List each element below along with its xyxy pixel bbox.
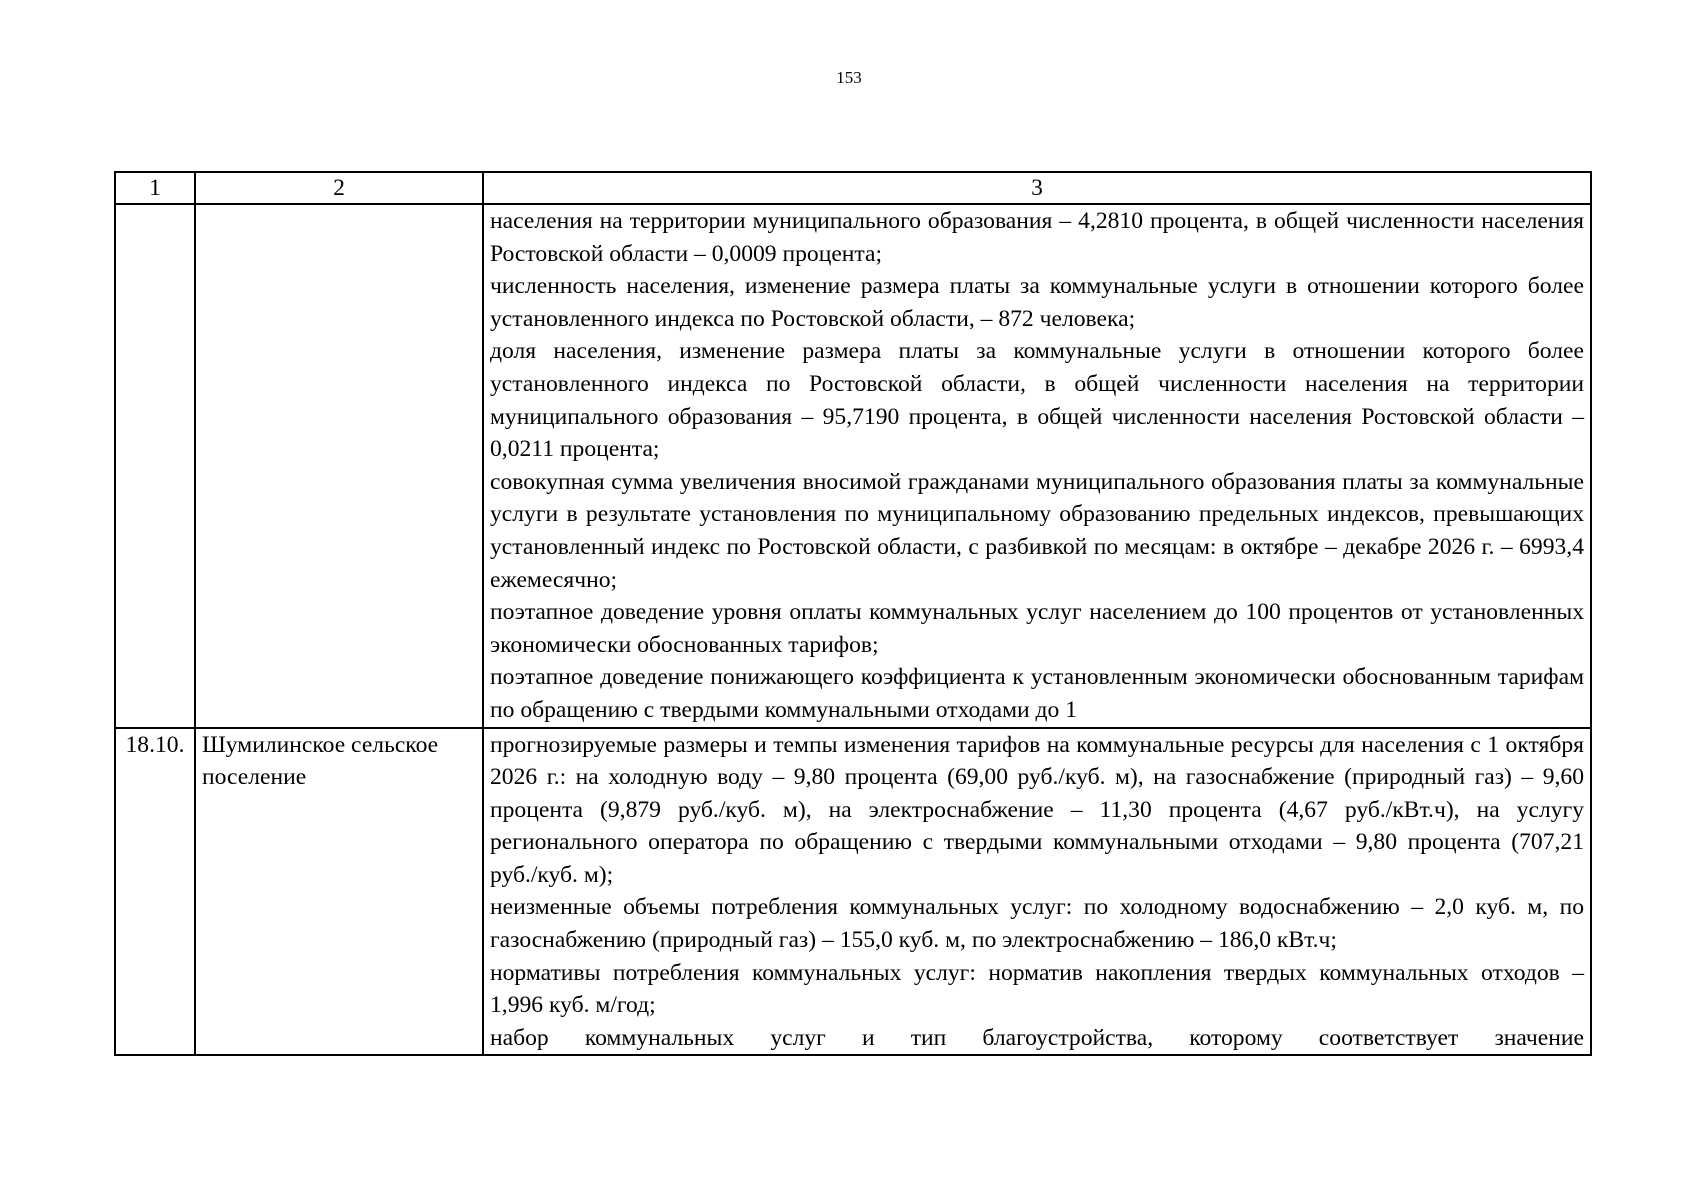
- description-paragraph: нормативы потребления коммунальных услуг: норматив накопления твердых коммунальных отходов – 1,996 куб. м/год;: [490, 959, 1584, 1019]
- table-header-row: [115, 172, 1591, 204]
- column-header-description: 3: [483, 172, 1591, 204]
- municipality-name: Шумилинское сельское поселение: [195, 728, 483, 1056]
- row-description: [483, 728, 1591, 1056]
- table-row: [115, 204, 1591, 728]
- document-table: [114, 171, 1592, 1056]
- column-header-name: 2: [195, 172, 483, 204]
- municipality-name: [195, 204, 483, 728]
- row-description: [483, 204, 1591, 728]
- table-row: [115, 728, 1591, 1056]
- description-paragraph: доля населения, изменение размера платы за коммунальные услуги в отношении которого более установленного индекса по Ростовской области, в общей численности населения на территории муниципального образования – 95,7190 процента, в общей численности населения Ростовской области – 0,0211 процента;: [490, 338, 1584, 463]
- description-paragraph: населения на территории муниципального образования – 4,2810 процента, в общей численности населения Ростовской области – 0,0009 процента;: [490, 208, 1584, 267]
- description-paragraph: поэтапное доведение уровня оплаты коммунальных услуг населением до 100 процентов от установленных экономически обоснованных тарифов;: [490, 599, 1584, 658]
- description-paragraph: прогнозируемые размеры и темпы изменения тарифов на коммунальные ресурсы для населения с 1 октября 2026 г.: на холодную воду – 9,80 процента (69,00 руб./куб. м), на газоснабжение (природный газ) – 9,60 процента (9,879 руб./куб. м), на электроснабжение – 11,30 процента (4,67 руб./кВт.ч), на услугу регионального оператора по обращению с твердыми коммунальными отходами – 9,80 процента (707,21 руб./куб. м);: [490, 731, 1584, 888]
- column-header-number: 1: [115, 172, 195, 204]
- row-number: 18.10.: [115, 728, 195, 1056]
- page-number: 153: [836, 68, 862, 87]
- description-paragraph: неизменные объемы потребления коммунальных услуг: по холодному водоснабжению – 2,0 куб. м, по газоснабжению (природный газ) – 155,0 куб. м, по электроснабжению – 186,0 кВт.ч;: [490, 894, 1584, 954]
- row-number: [115, 204, 195, 728]
- description-paragraph: поэтапное доведение понижающего коэффициента к установленным экономически обоснованным тарифам по обращению с твердыми коммунальными отходами до 1: [490, 664, 1584, 723]
- description-paragraph: численность населения, изменение размера платы за коммунальные услуги в отношении которого более установленного индекса по Ростовской области, – 872 человека;: [490, 273, 1584, 332]
- description-paragraph: набор коммунальных услуг и тип благоустройства, которому соответствует значение: [490, 1024, 1584, 1051]
- description-paragraph: совокупная сумма увеличения вносимой гражданами муниципального образования платы за коммунальные услуги в результате установления по муниципальному образованию предельных индексов, превышающих установленный индекс по Ростовской области, с разбивкой по месяцам: в октябре – декабре 2026 г. – 6993,4 ежемесячно;: [490, 468, 1584, 593]
